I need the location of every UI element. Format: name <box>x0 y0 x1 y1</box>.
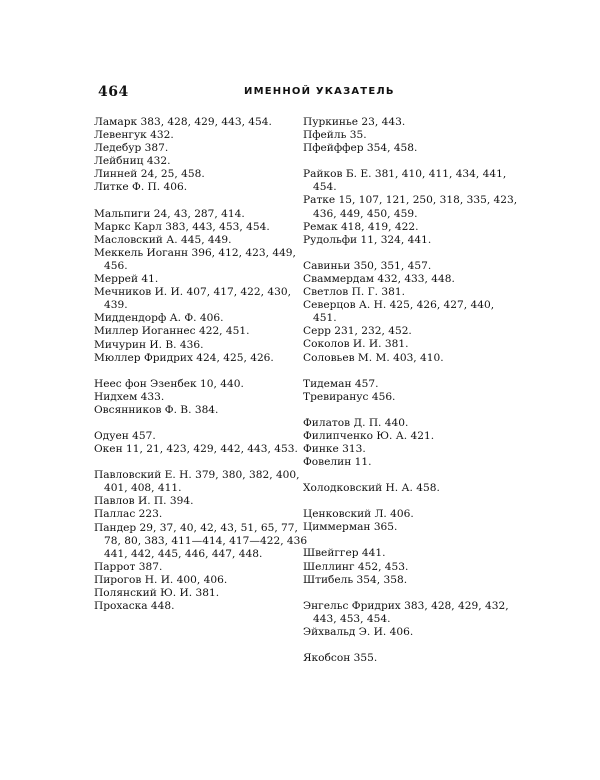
index-entry: Энгельс Фридрих 383, 428, 429, 432, 443, 453, 454. <box>303 599 509 625</box>
index-entry: Циммерман 365. <box>303 521 398 534</box>
index-letter-group <box>94 469 309 613</box>
index-entry: Соловьев М. М. 403, 410. <box>303 351 444 364</box>
index-entry: Рудольфи 11, 324, 441. <box>303 233 432 246</box>
index-entry: Мичурин И. В. 436. <box>94 338 204 351</box>
index-letter-group <box>94 378 309 417</box>
index-column-left <box>94 116 309 626</box>
index-entry: Финке 313. <box>303 442 366 455</box>
index-entry: Швейггер 441. <box>303 547 386 560</box>
index-entry: Прохаска 448. <box>94 600 175 613</box>
index-entry: Пуркинье 23, 443. <box>303 116 406 128</box>
index-entry: Филатов Д. П. 440. <box>303 416 409 429</box>
index-entry: Мальпиги 24, 43, 287, 414. <box>94 207 245 220</box>
index-entry: Штибель 354, 358. <box>303 573 408 586</box>
index-entry: Эйхвальд Э. И. 406. <box>303 625 414 638</box>
index-letter-group <box>94 430 309 456</box>
index-entry: Пфейффер 354, 458. <box>303 142 418 155</box>
index-letter-group <box>303 508 518 534</box>
index-entry: Северцов А. Н. 425, 426, 427, 440, 451. <box>303 299 495 325</box>
index-entry: Серр 231, 232, 452. <box>303 325 412 338</box>
running-header <box>98 84 518 106</box>
index-letter-group <box>303 417 518 469</box>
index-entry: Пфейль 35. <box>303 129 367 142</box>
index-letter-group <box>303 652 518 665</box>
index-column-right <box>303 116 518 678</box>
index-letter-group <box>303 116 518 155</box>
index-entry: Ратке 15, 107, 121, 250, 318, 335, 423, 436, 449, 450, 459. <box>303 194 518 220</box>
index-entry: Полянский Ю. И. 381. <box>94 587 220 599</box>
index-entry: Ламарк 383, 428, 429, 443, 454. <box>94 116 272 128</box>
index-entry: Паррот 387. <box>94 560 163 573</box>
index-entry: Маркс Карл 383, 443, 453, 454. <box>94 220 270 233</box>
index-entry: Фовелин 11. <box>303 456 372 469</box>
index-letter-group <box>303 378 518 404</box>
index-entry: Сваммердам 432, 433, 448. <box>303 272 455 285</box>
index-entry: Ремак 418, 419, 422. <box>303 220 419 233</box>
index-entry: Литке Ф. П. 406. <box>94 181 188 194</box>
index-entry: Якобсон 355. <box>303 652 378 664</box>
index-letter-group <box>303 482 518 495</box>
index-entry: Ценковский Л. 406. <box>303 508 414 521</box>
index-entry: Миллер Иоганнес 422, 451. <box>94 325 250 338</box>
index-entry: Соколов И. И. 381. <box>303 338 409 351</box>
index-entry: Шеллинг 452, 453. <box>303 560 409 573</box>
index-entry: Филипченко Ю. А. 421. <box>303 429 435 442</box>
index-entry: Неес фон Эзенбек 10, 440. <box>94 377 244 390</box>
index-entry: Тревиранус 456. <box>303 390 396 403</box>
index-entry: Паллас 223. <box>94 508 163 521</box>
index-entry: Павловский Е. Н. 379, 380, 382, 400, 401, 408, 411. <box>94 469 300 495</box>
index-entry: Пандер 29, 37, 40, 42, 43, 51, 65, 77, 78, 80, 383, 411—414, 417—422, 436 441, 442, 445, 446, 447, 448. <box>94 521 308 560</box>
index-entry: Райков Б. Е. 381, 410, 411, 434, 441, 454. <box>303 168 507 194</box>
index-entry: Светлов П. Г. 381. <box>303 286 405 299</box>
index-entry: Меккель Иоганн 396, 412, 423, 449, 456. <box>94 246 296 272</box>
index-entry: Масловский А. 445, 449. <box>94 233 232 246</box>
index-entry: Линней 24, 25, 458. <box>94 168 205 181</box>
index-letter-group <box>303 547 518 586</box>
index-entry: Одуен 457. <box>94 429 156 442</box>
index-entry: Мюллер Фридрих 424, 425, 426. <box>94 351 274 364</box>
index-entry: Окен 11, 21, 423, 429, 442, 443, 453. <box>94 443 298 456</box>
index-entry: Мечников И. И. 407, 417, 422, 430, 439. <box>94 286 291 312</box>
index-entry: Пирогов Н. И. 400, 406. <box>94 573 228 586</box>
index-letter-group <box>303 168 518 247</box>
page-number: 464 <box>98 84 129 100</box>
index-entry: Миддендорф А. Ф. 406. <box>94 312 224 325</box>
index-entry: Тидеман 457. <box>303 377 379 390</box>
index-entry: Нидхем 433. <box>94 390 165 403</box>
index-entry: Ледебур 387. <box>94 142 169 155</box>
index-entry: Овсянников Ф. В. 384. <box>94 403 219 416</box>
running-title: ИМЕННОЙ УКАЗАТЕЛЬ <box>244 86 395 97</box>
index-letter-group <box>303 260 518 365</box>
index-entry: Меррей 41. <box>94 273 159 286</box>
index-letter-group <box>94 208 309 365</box>
index-entry: Павлов И. П. 394. <box>94 495 194 508</box>
index-entry: Лейбниц 432. <box>94 155 171 168</box>
index-entry: Савиньи 350, 351, 457. <box>303 259 432 272</box>
index-entry: Левенгук 432. <box>94 129 174 142</box>
index-entry: Холодковский Н. А. 458. <box>303 482 440 495</box>
index-letter-group <box>94 116 309 195</box>
index-letter-group <box>303 600 518 639</box>
